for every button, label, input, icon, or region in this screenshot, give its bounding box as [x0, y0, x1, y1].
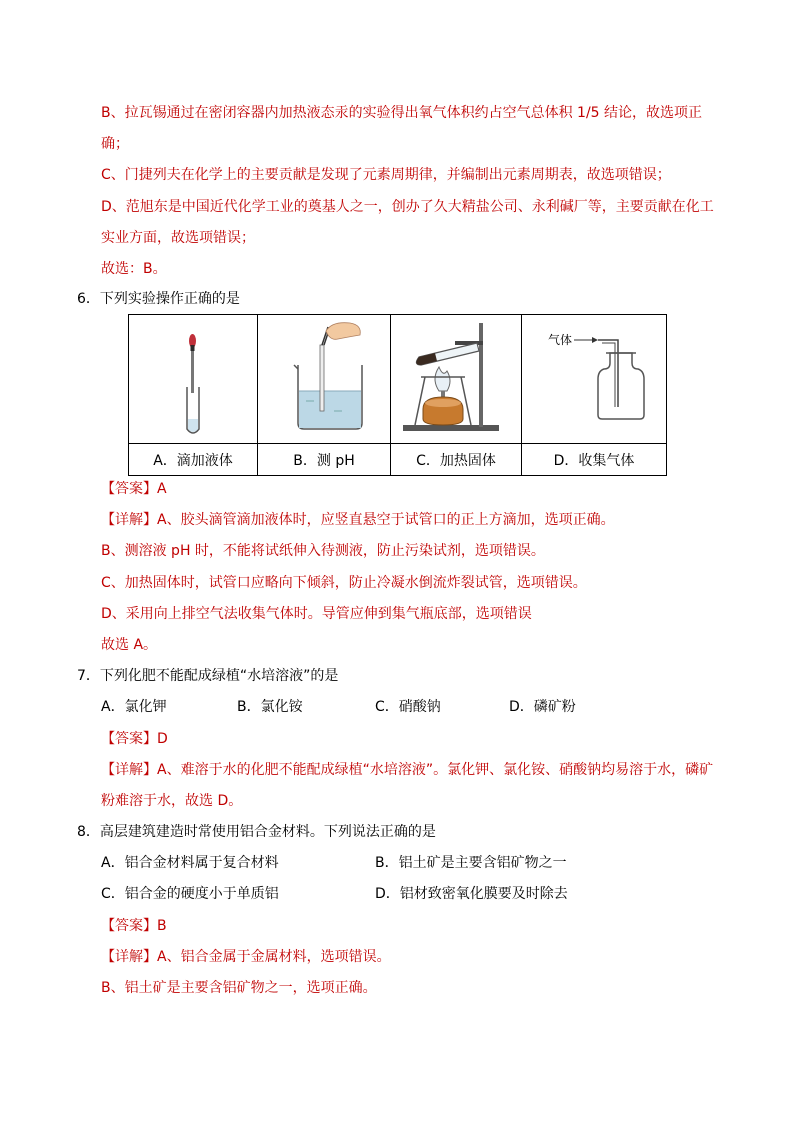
q6-figure-b — [258, 315, 391, 444]
ph-test-beaker-illustration — [258, 315, 390, 439]
q6-options-table — [128, 314, 667, 476]
q8-answer: B — [157, 918, 167, 934]
q6-option-d-caption: D．收集气体 — [522, 444, 667, 476]
q6-option-c-caption: C．加热固体 — [391, 444, 522, 476]
q6-detail-a-row — [101, 510, 615, 530]
q7-detail-row — [101, 760, 713, 780]
q7-option-a: A．氯化钾 — [101, 699, 167, 715]
q6-choice: 故选 A。 — [101, 637, 158, 653]
q6-stem: 6．下列实验操作正确的是 — [77, 291, 240, 307]
q7-detail-line2: 粉难溶于水，故选 D。 — [101, 793, 243, 809]
q8-option-a: A．铝合金材料属于复合材料 — [101, 855, 279, 871]
q7-option-c: C．硝酸钠 — [375, 699, 441, 715]
q6-figure-c — [391, 315, 522, 444]
q8-detail-a-row — [101, 947, 391, 967]
q6-answer-row — [101, 479, 167, 499]
q7-option-d: D．磷矿粉 — [509, 699, 576, 715]
detail-tag: 【详解】 — [101, 512, 157, 528]
answer-tag: 【答案】 — [101, 918, 157, 934]
q7-answer: D — [157, 731, 168, 747]
q8-option-b: B．铝土矿是主要含铝矿物之一 — [375, 855, 567, 871]
heating-solid-illustration — [391, 315, 521, 439]
q6-answer: A — [157, 481, 167, 497]
q5-option-b-explanation-line1: B、拉瓦锡通过在密闭容器内加热液态汞的实验得出氧气体积约占空气总体积 1/5 结论，故选项正 — [101, 105, 703, 121]
answer-tag: 【答案】 — [101, 481, 157, 497]
q6-figure-a — [129, 315, 258, 444]
q8-answer-row — [101, 916, 167, 936]
q6-figure-d — [522, 315, 667, 444]
q8-stem: 8．高层建筑建造时常使用铝合金材料。下列说法正确的是 — [77, 824, 436, 840]
q6-option-b-caption: B．测 pH — [258, 444, 391, 476]
q8-detail-a: A、铝合金属于金属材料，选项错误。 — [157, 949, 391, 965]
q7-stem: 7．下列化肥不能配成绿植“水培溶液”的是 — [77, 668, 339, 684]
q6-detail-d: D、采用向上排空气法收集气体时。导管应伸到集气瓶底部，选项错误 — [101, 606, 532, 622]
q8-detail-b: B、铝土矿是主要含铝矿物之一，选项正确。 — [101, 980, 377, 996]
q5-choice: 故选：B。 — [101, 261, 167, 277]
gas-collection-bottle-illustration — [522, 315, 666, 439]
answer-tag: 【答案】 — [101, 731, 157, 747]
detail-tag: 【详解】 — [101, 949, 157, 965]
q6-option-a-caption: A．滴加液体 — [129, 444, 258, 476]
gas-label: 气体 — [548, 333, 573, 347]
q6-detail-b: B、测溶液 pH 时，不能将试纸伸入待测液，防止污染试剂，选项错误。 — [101, 543, 545, 559]
q5-option-c-explanation: C、门捷列夫在化学上的主要贡献是发现了元素周期律，并编制出元素周期表，故选项错误； — [101, 167, 671, 183]
q7-detail-line1: A、难溶于水的化肥不能配成绿植“水培溶液”。氯化钾、氯化铵、硝酸钠均易溶于水，磷矿 — [157, 762, 714, 778]
q7-option-b: B．氯化铵 — [237, 699, 303, 715]
detail-tag: 【详解】 — [101, 762, 157, 778]
q7-answer-row — [101, 729, 168, 749]
dropper-test-tube-illustration — [129, 315, 257, 439]
q5-option-d-explanation-line1: D、范旭东是中国近代化学工业的奠基人之一，创办了久大精盐公司、永利碱厂等，主要贡献在化工 — [101, 199, 714, 215]
q5-option-b-explanation-line2: 确； — [101, 136, 129, 152]
q6-detail-c: C、加热固体时，试管口应略向下倾斜，防止冷凝水倒流炸裂试管，选项错误。 — [101, 575, 587, 591]
q8-option-d: D．铝材致密氧化膜要及时除去 — [375, 886, 568, 902]
q8-option-c: C．铝合金的硬度小于单质铝 — [101, 886, 279, 902]
q6-detail-a: A、胶头滴管滴加液体时，应竖直悬空于试管口的正上方滴加，选项正确。 — [157, 512, 615, 528]
q5-option-d-explanation-line2: 实业方面，故选项错误； — [101, 230, 255, 246]
